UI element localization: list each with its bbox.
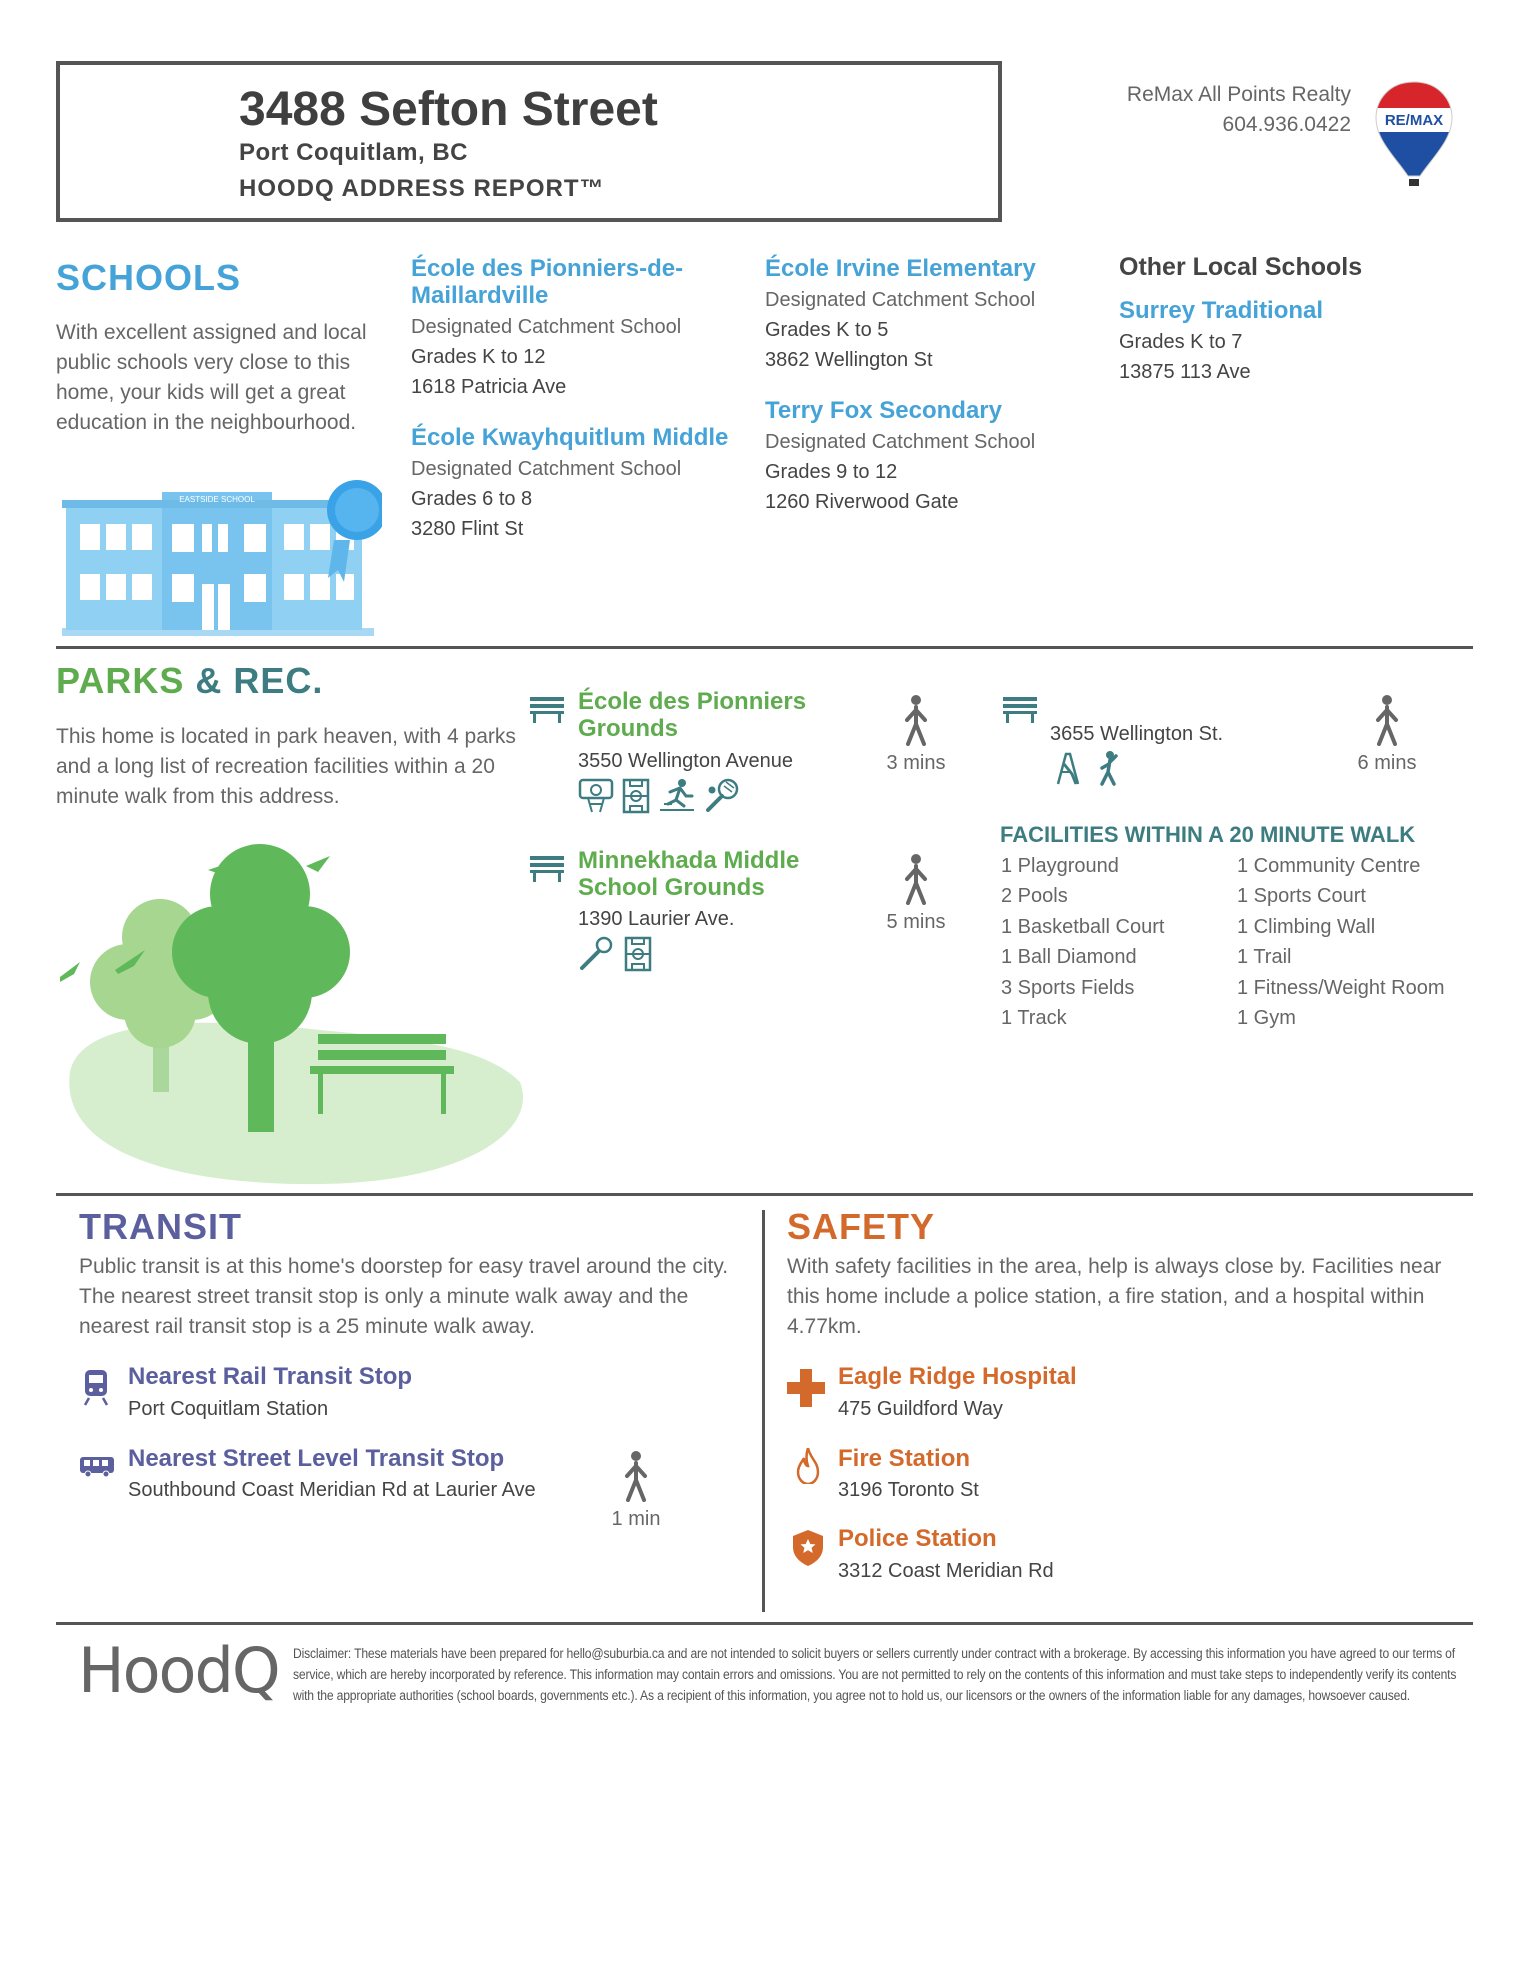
fire-station-label: Fire Station [838, 1445, 971, 1472]
report-label: HOODQ ADDRESS REPORT™ [239, 175, 605, 202]
street-stop-walk: 1 min [586, 1450, 686, 1531]
safety-title: SAFETY [787, 1206, 936, 1247]
facility-item: 1 Ball Diamond [1001, 946, 1137, 969]
park-1-walk: 3 mins [866, 694, 966, 775]
school-2-name: École Kwayhquitlum Middle [411, 424, 729, 451]
schools-intro: With excellent assigned and local public schools very close to this home, your kids will get a great education in the neighbourhood. [56, 321, 367, 434]
safety-intro: With safety facilities in the area, help is always close by. Facilities near this home include a police station, a fire station, and a hospital within 4.77km. [787, 1255, 1442, 1338]
hospital-value: 475 Guildford Way [838, 1398, 1003, 1420]
divider-footer [56, 1622, 1473, 1625]
facility-item: 1 Fitness/Weight Room [1237, 976, 1445, 999]
park-2-walk: 5 mins [866, 853, 966, 934]
remax-balloon-logo [1374, 80, 1454, 188]
baseball-icon [578, 936, 614, 972]
street-stop-value: Southbound Coast Meridian Rd at Laurier Ave [128, 1479, 536, 1501]
police-badge-icon [793, 1530, 823, 1566]
bench-icon [530, 697, 564, 723]
park-3-address: 3655 Wellington St. [1050, 723, 1224, 745]
facility-item: 1 Gym [1237, 1007, 1296, 1030]
rail-stop-label: Nearest Rail Transit Stop [128, 1363, 413, 1390]
parks-title: PARKS & REC. [56, 660, 324, 701]
agent-info [1127, 80, 1351, 140]
facility-item: 1 Trail [1237, 946, 1292, 969]
park-3-walk: 6 mins [1337, 694, 1437, 775]
tennis-icon [704, 778, 740, 814]
park-3-amenity-icons [1054, 750, 1120, 786]
hospital-label: Eagle Ridge Hospital [838, 1363, 1077, 1390]
parks-intro: This home is located in park heaven, with 4 parks and a long list of recreation facilities within a 20 minute walk from this address. [56, 725, 516, 808]
walking-person-icon [619, 1450, 653, 1502]
sports-field-icon [624, 936, 652, 972]
other-schools-title: Other Local Schools [1119, 253, 1363, 281]
facility-item: 3 Sports Fields [1001, 976, 1135, 999]
facilities-left-list [1001, 851, 1164, 1033]
bench-icon [530, 856, 564, 882]
school-1-details: Designated Catchment School Grades K to 12 1618 Patricia Ave [411, 316, 682, 398]
sports-field-icon [622, 778, 650, 814]
rail-stop-value: Port Coquitlam Station [128, 1398, 329, 1420]
police-station-value: 3312 Coast Meridian Rd [838, 1560, 1054, 1582]
facility-item: 2 Pools [1001, 885, 1068, 908]
facility-item: 1 Basketball Court [1001, 915, 1165, 938]
park-2-address: 1390 Laurier Ave. [578, 908, 735, 930]
playground-slide-icon [1054, 750, 1082, 786]
park-illustration [60, 842, 530, 1187]
school-1-name: École des Pionniers-de- Maillardville [411, 255, 684, 309]
climbing-person-icon [1096, 750, 1120, 786]
street-stop-label: Nearest Street Level Transit Stop [128, 1445, 505, 1472]
facility-item: 1 Playground [1001, 855, 1119, 877]
transit-title: TRANSIT [79, 1206, 242, 1247]
address-city: Port Coquitlam, BC [239, 139, 468, 166]
schools-title: SCHOOLS [56, 257, 242, 298]
walking-person-icon [899, 853, 933, 905]
track-runner-icon [658, 778, 696, 814]
basketball-icon [578, 778, 614, 814]
other-school-name: Surrey Traditional [1119, 297, 1324, 324]
school-sign: EASTSIDE SCHOOL [179, 495, 255, 504]
hoodq-logo: HoodQ [78, 1634, 279, 1707]
park-1-name: École des Pionniers Grounds [578, 688, 807, 742]
other-school-details: Grades K to 7 13875 113 Ave [1119, 331, 1251, 383]
school-building-illustration [62, 478, 382, 638]
park-1-address: 3550 Wellington Avenue [578, 750, 793, 772]
park-2-name: Minnekhada Middle School Grounds [578, 847, 800, 901]
school-3-details: Designated Catchment School Grades K to 5 3862 Wellington St [765, 289, 1036, 371]
fire-station-value: 3196 Toronto St [838, 1479, 979, 1501]
facility-item: 1 Sports Court [1237, 885, 1366, 908]
bench-icon [1003, 697, 1037, 723]
facilities-right-list [1237, 851, 1445, 1033]
park-1-amenity-icons [578, 778, 740, 814]
agent-phone: 604.936.0422 [1222, 113, 1351, 136]
facility-item: 1 Community Centre [1237, 855, 1421, 877]
facilities-title: FACILITIES WITHIN A 20 MINUTE WALK [1000, 822, 1416, 847]
bus-icon [79, 1456, 115, 1478]
transit-intro: Public transit is at this home's doorstep for easy travel around the city. The nearest street transit stop is only a minute walk away and the nearest rail transit stop is a 25 minute walk away. [79, 1255, 729, 1338]
school-2-details: Designated Catchment School Grades 6 to 8 3280 Flint St [411, 458, 682, 540]
train-icon [83, 1368, 109, 1406]
divider-transit-safety [762, 1210, 765, 1612]
logo-text: RE/MAX [1384, 112, 1444, 129]
disclaimer-text: Disclaimer: These materials have been prepared for hello@suburbia.ca and are not intended to solicit buyers or sellers currently under contract with a brokerage. By accessing this information you have agreed to our terms of service, which are hereby incorporated by reference. This information may contain errors and omissions. You are not permitted to rely on the contents of this information and must take steps to independently verify its contents with the appropriate authorities (school boards, governments etc.). As a recipient of this information, you agree not to hold us, our licensors or the owners of the information liable for any damages, howsoever caused. [293, 1646, 1457, 1703]
walking-person-icon [1370, 694, 1404, 746]
school-4-name: Terry Fox Secondary [765, 397, 1002, 424]
facility-item: 1 Climbing Wall [1237, 915, 1376, 938]
police-station-label: Police Station [838, 1525, 997, 1552]
facility-item: 1 Track [1001, 1007, 1067, 1030]
hospital-cross-icon [787, 1369, 825, 1407]
fire-flame-icon [796, 1448, 820, 1484]
divider-parks [56, 1193, 1473, 1196]
agent-name: ReMax All Points Realty [1126, 83, 1351, 106]
school-4-details: Designated Catchment School Grades 9 to 12 1260 Riverwood Gate [765, 431, 1036, 513]
school-3-name: École Irvine Elementary [765, 255, 1036, 282]
address-title: 3488 Sefton Street [239, 83, 658, 136]
divider-schools [56, 646, 1473, 649]
walking-person-icon [899, 694, 933, 746]
park-2-amenity-icons [578, 936, 652, 972]
